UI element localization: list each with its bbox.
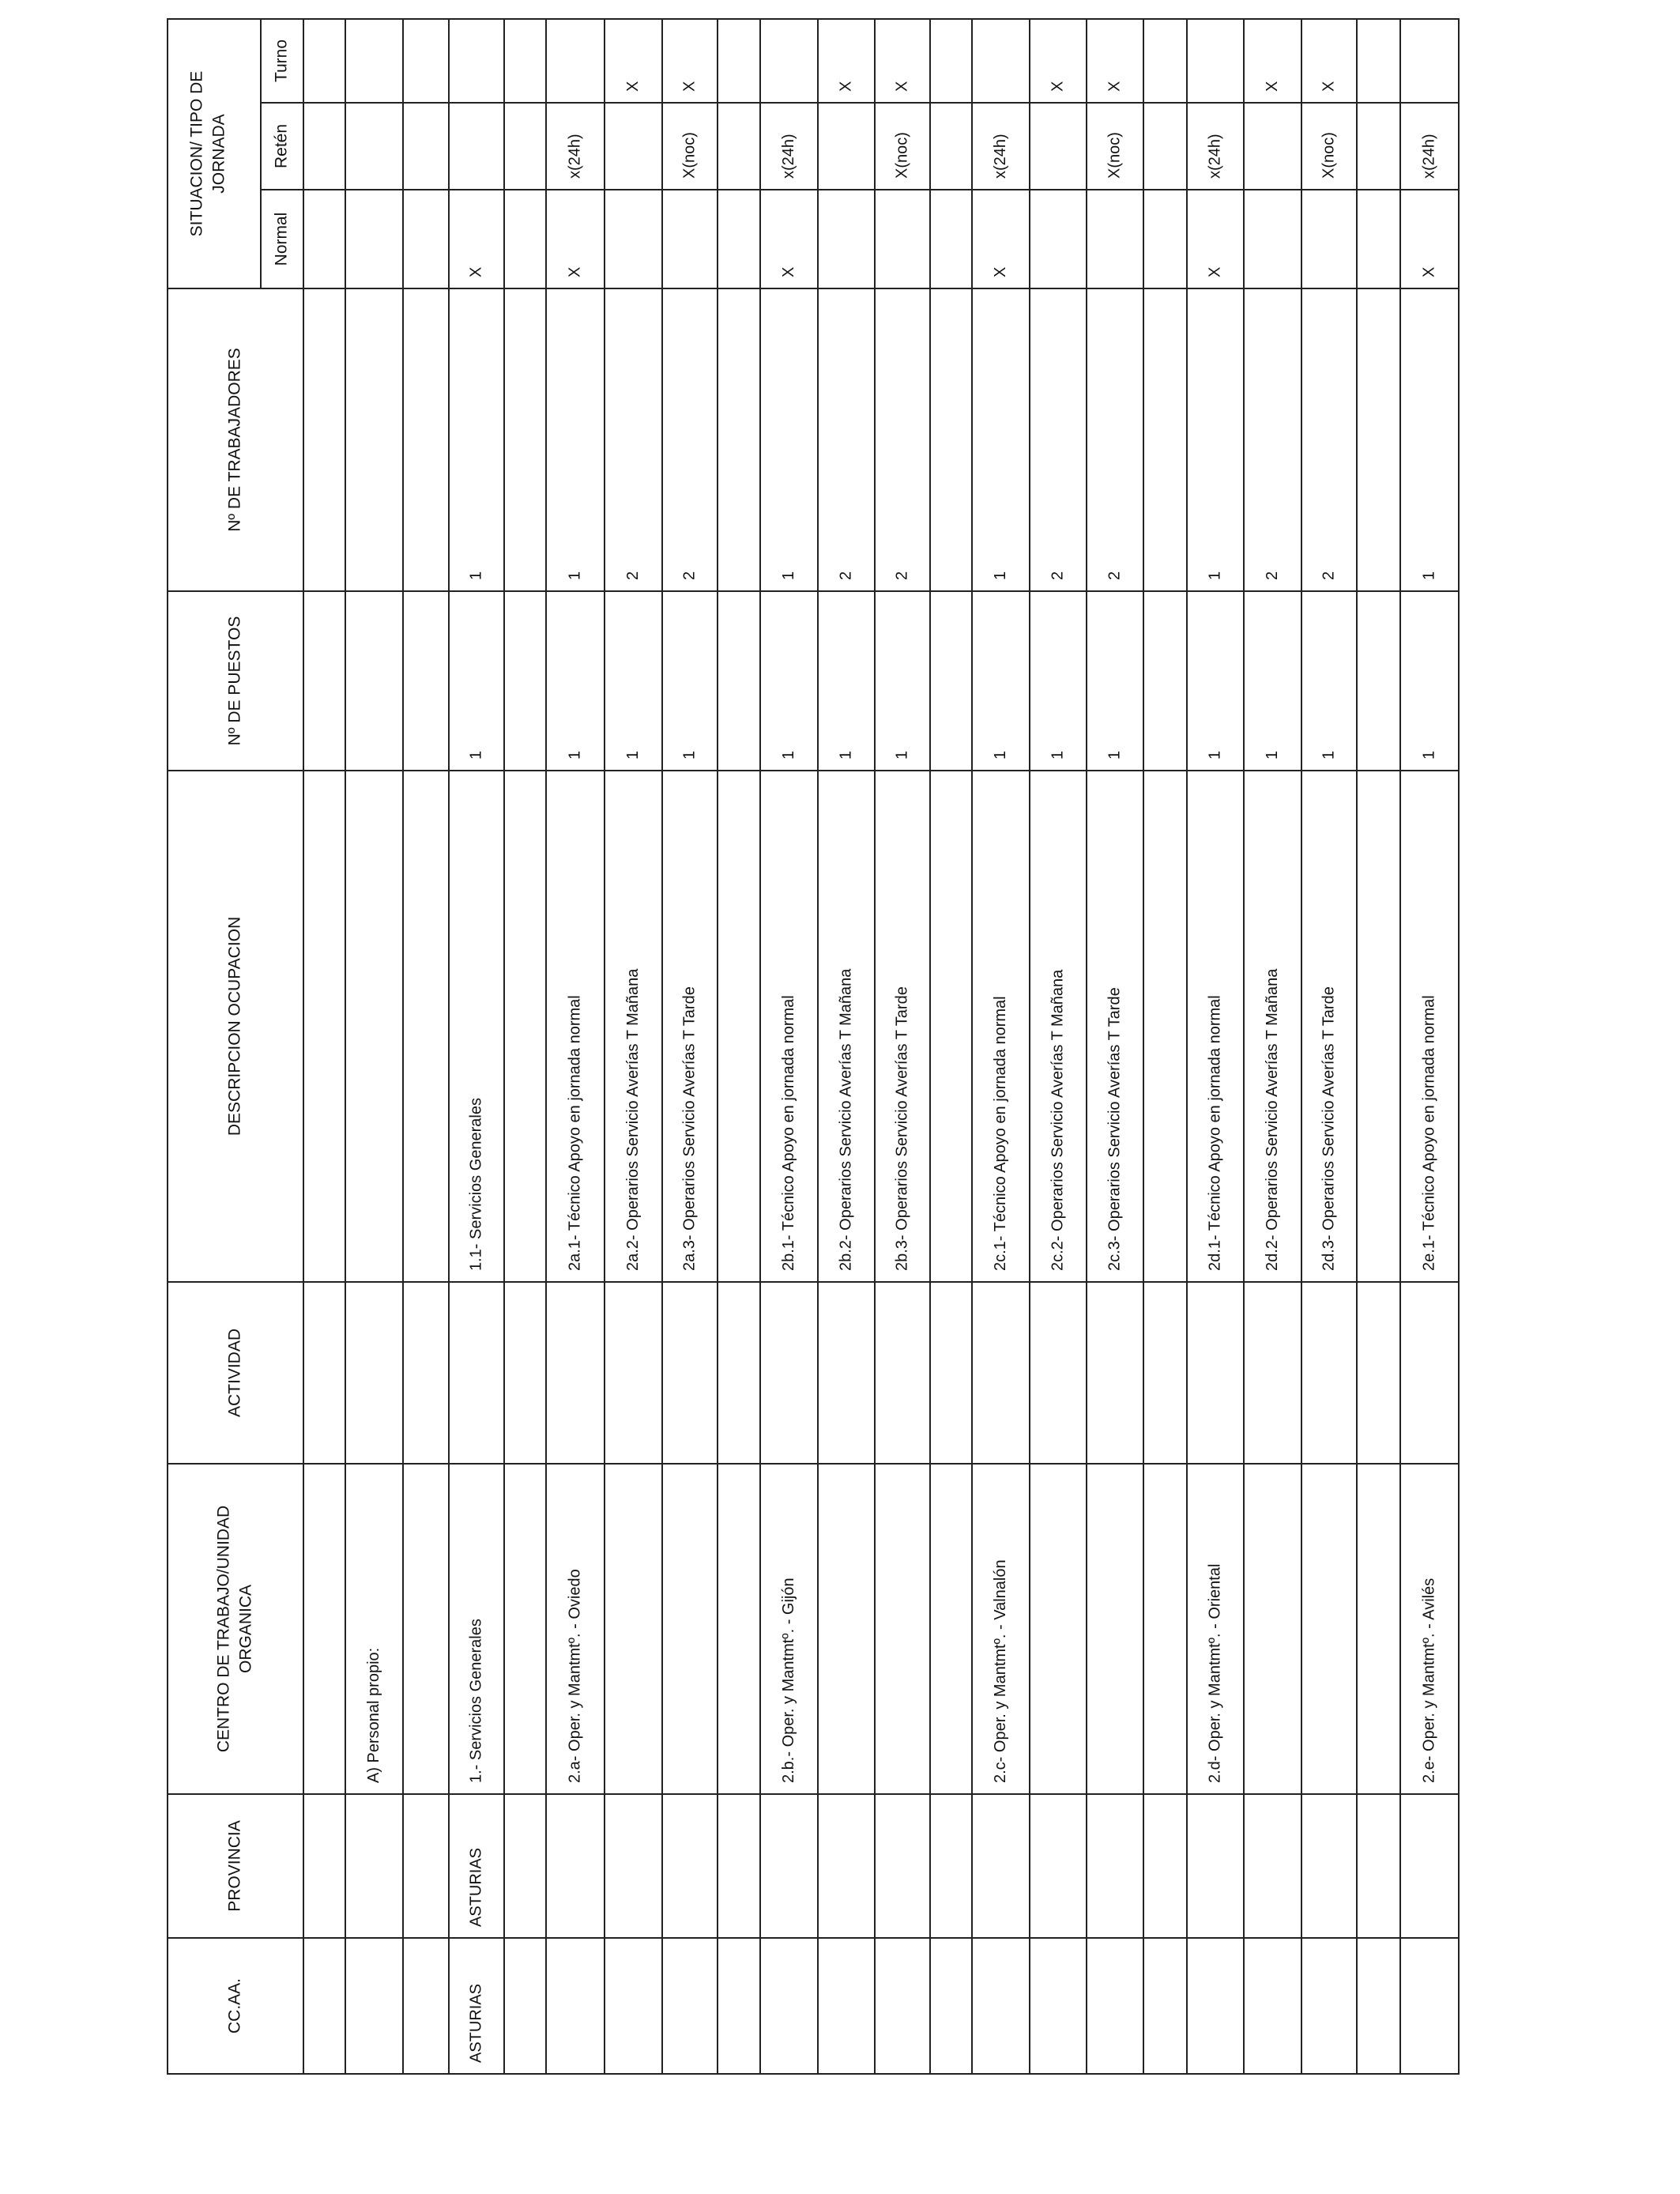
cell-descripcion: 2c.1- Técnico Apoyo en jornada normal: [991, 996, 1009, 1271]
header-puestos: Nº DE PUESTOS: [225, 616, 244, 746]
cell-trabajadores: 2: [1106, 571, 1124, 580]
cell-puestos: 1: [893, 750, 911, 760]
cell-centro: 1.- Servicios Generales: [467, 1619, 485, 1783]
cell-normal: X: [991, 266, 1009, 277]
cell-trabajadores: 2: [893, 571, 911, 580]
cell-puestos: 1: [991, 750, 1009, 760]
header-centro-line2: ORGANICA: [236, 1584, 255, 1674]
cell-reten: X(noc): [680, 132, 699, 179]
cell-descripcion: 2e.1- Técnico Apoyo en jornada normal: [1420, 995, 1438, 1271]
header-provincia: PROVINCIA: [225, 1820, 244, 1912]
cell-descripcion: 1.1- Servicios Generales: [467, 1098, 485, 1271]
cell-turno: X: [837, 81, 855, 92]
cell-centro: 2.e- Oper. y Mantmtº. - Avilés: [1420, 1578, 1438, 1783]
header-turno: Turno: [272, 39, 291, 83]
header-situacion-line1: SITUACION/ TIPO DE: [187, 70, 206, 237]
cell-descripcion: 2d.2- Operarios Servicio Averías T Mañana: [1263, 968, 1281, 1271]
cell-trabajadores: 2: [1049, 571, 1067, 580]
cell-trabajadores: 2: [623, 571, 642, 580]
cell-reten: x(24h): [779, 134, 797, 179]
cell-descripcion: 2b.1- Técnico Apoyo en jornada normal: [779, 995, 797, 1271]
cell-puestos: 1: [566, 750, 584, 760]
cell-turno: X: [623, 81, 642, 92]
cell-centro: 2.c- Oper. y Mantmtº. - Valnalón: [991, 1559, 1009, 1783]
cell-provincia: ASTURIAS: [467, 1847, 485, 1927]
cell-normal: X: [779, 266, 797, 277]
header-situacion-line2: JORNADA: [209, 114, 228, 194]
cell-normal: X: [1206, 266, 1224, 277]
cell-reten: x(24h): [1206, 134, 1224, 179]
cell-centro: A) Personal propio:: [364, 1647, 382, 1783]
cell-trabajadores: 2: [1263, 571, 1281, 580]
header-ccaa: CC.AA.: [225, 1977, 244, 2034]
cell-descripcion: 2c.3- Operarios Servicio Averías T Tarde: [1106, 987, 1124, 1271]
cell-descripcion: 2d.3- Operarios Servicio Averías T Tarde: [1320, 986, 1338, 1271]
cell-normal: X: [566, 266, 584, 277]
cell-puestos: 1: [680, 750, 699, 760]
cell-puestos: 1: [1206, 750, 1224, 760]
cell-reten: X(noc): [1320, 132, 1338, 179]
cell-trabajadores: 1: [1206, 571, 1224, 580]
header-reten: Retén: [272, 123, 291, 169]
cell-trabajadores: 1: [779, 571, 797, 580]
cell-descripcion: 2c.2- Operarios Servicio Averías T Mañana: [1049, 969, 1067, 1271]
cell-centro: 2.d- Oper. y Mantmtº. - Oriental: [1206, 1563, 1224, 1783]
cell-puestos: 1: [1049, 750, 1067, 760]
cell-reten: x(24h): [1420, 134, 1438, 179]
cell-reten: X(noc): [1106, 132, 1124, 179]
cell-ccaa: ASTURIAS: [467, 1983, 485, 2063]
cell-trabajadores: 2: [837, 571, 855, 580]
cell-puestos: 1: [1263, 750, 1281, 760]
header-normal: Normal: [272, 212, 291, 266]
cell-normal: X: [1420, 266, 1438, 277]
cell-puestos: 1: [837, 750, 855, 760]
cell-trabajadores: 1: [1420, 571, 1438, 580]
cell-centro: 2.b.- Oper. y Mantmtº. - Gijón: [779, 1578, 797, 1783]
cell-reten: X(noc): [893, 132, 911, 179]
cell-puestos: 1: [467, 750, 485, 760]
cell-reten: x(24h): [991, 134, 1009, 179]
cell-reten: x(24h): [566, 134, 584, 179]
cell-centro: 2.a- Oper. y Mantmtº. - Oviedo: [566, 1569, 584, 1783]
cell-puestos: 1: [1320, 750, 1338, 760]
cell-descripcion: 2a.3- Operarios Servicio Averías T Tarde: [680, 986, 699, 1271]
cell-descripcion: 2a.2- Operarios Servicio Averías T Mañana: [623, 968, 642, 1271]
cell-puestos: 1: [1106, 750, 1124, 760]
cell-turno: X: [1320, 81, 1338, 92]
header-trabajadores: Nº DE TRABAJADORES: [225, 348, 244, 532]
cell-descripcion: 2a.1- Técnico Apoyo en jornada normal: [566, 995, 584, 1271]
cell-turno: X: [680, 81, 699, 92]
cell-turno: X: [1106, 81, 1124, 92]
header-actividad: ACTIVIDAD: [225, 1328, 244, 1418]
cell-turno: X: [893, 81, 911, 92]
cell-descripcion: 2b.3- Operarios Servicio Averías T Tarde: [893, 986, 911, 1271]
cell-trabajadores: 2: [680, 571, 699, 580]
cell-trabajadores: 1: [991, 571, 1009, 580]
cell-trabajadores: 1: [566, 571, 584, 580]
cell-normal: X: [467, 266, 485, 277]
cell-trabajadores: 1: [467, 571, 485, 580]
cell-puestos: 1: [1420, 750, 1438, 760]
cell-puestos: 1: [779, 750, 797, 760]
cell-descripcion: 2d.1- Técnico Apoyo en jornada normal: [1206, 995, 1224, 1271]
cell-puestos: 1: [623, 750, 642, 760]
cell-turno: X: [1263, 81, 1281, 92]
cell-trabajadores: 2: [1320, 571, 1338, 580]
header-descripcion: DESCRIPCION OCUPACION: [225, 916, 244, 1137]
cell-descripcion: 2b.2- Operarios Servicio Averías T Mañana: [837, 968, 855, 1271]
cell-turno: X: [1049, 81, 1067, 92]
header-centro-line1: CENTRO DE TRABAJO/UNIDAD: [214, 1505, 233, 1753]
